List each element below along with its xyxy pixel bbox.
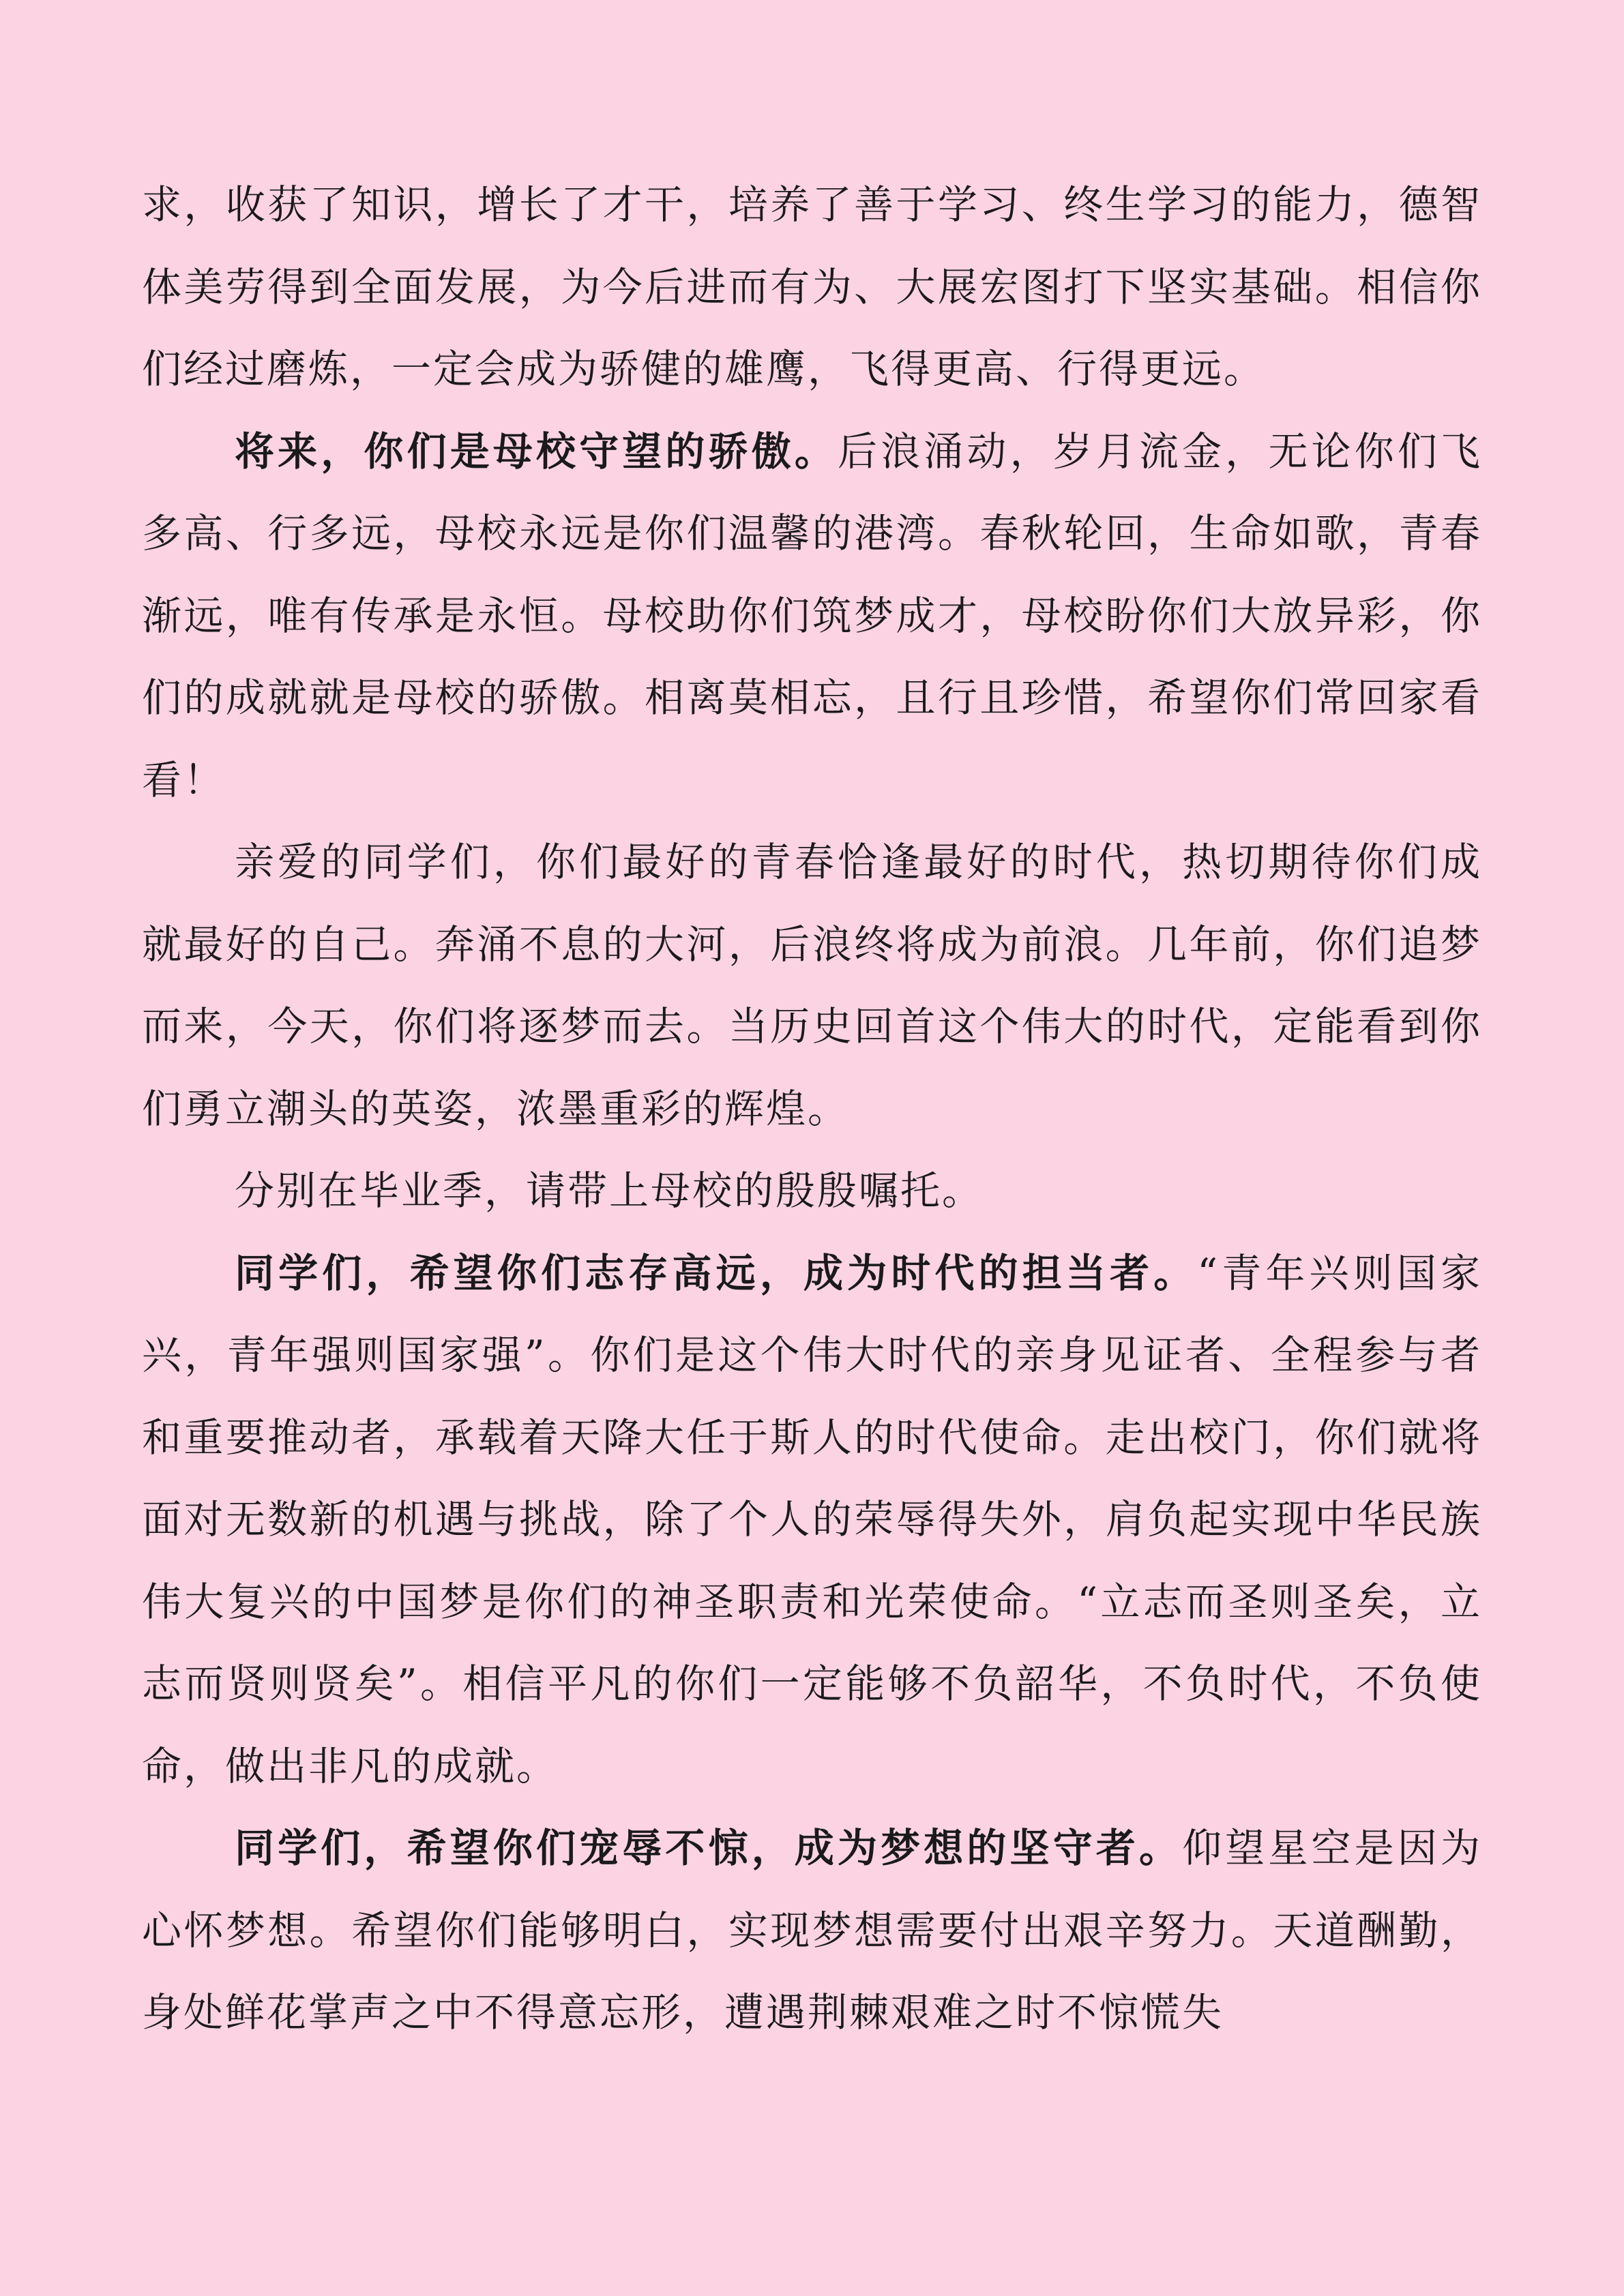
paragraph-5-lead: 同学们，希望你们志存高远，成为时代的担当者。 [235,1249,1198,1296]
paragraph-2-lead: 将来，你们是母校守望的骄傲。 [235,428,838,475]
paragraph-5-text: “青年兴则国家兴，青年强则国家强”。你们是这个伟大时代的亲身见证者、全程参与者和重要推动者，承载着天降大任于斯人的时代使命。走出校门，你们就将面对无数新的机遇与挑战，除了个人的荣辱得失外，肩负起实现中华民族伟大复兴的中国梦是你们的神圣职责和光荣使命。“立志而圣则圣矣，立志而贤则贤矣”。相信平凡的你们一定能够不负韶华，不负时代，不负使命，做出非凡的成就。 [142,1249,1482,1789]
paragraph-2 [142,411,1482,822]
paragraph-2-text: 后浪涌动，岁月流金，无论你们飞多高、行多远，母校永远是你们温馨的港湾。春秋轮回，生命如歌，青春渐远，唯有传承是永恒。母校助你们筑梦成才，母校盼你们大放异彩，你们的成就就是母校的骄傲。相离莫相忘，且行且珍惜，希望你们常回家看看！ [142,428,1482,803]
paragraph-5 [142,1232,1482,1808]
paragraph-3-text: 亲爱的同学们，你们最好的青春恰逢最好的时代，热切期待你们成就最好的自己。奔涌不息的大河，后浪终将成为前浪。几年前，你们追梦而来，今天，你们将逐梦而去。当历史回首这个伟大的时代，定能看到你们勇立潮头的英姿，浓墨重彩的辉煌。 [142,839,1482,1132]
paragraph-6 [142,1807,1482,2054]
paragraph-1 [142,164,1482,411]
paragraph-4 [142,1150,1482,1232]
document-body [142,164,1482,2054]
paragraph-6-lead: 同学们，希望你们宠辱不惊，成为梦想的坚守者。 [235,1825,1183,1871]
paragraph-1-text: 求，收获了知识，增长了才干，培养了善于学习、终生学习的能力，德智体美劳得到全面发展，为今后进而有为、大展宏图打下坚实基础。相信你们经过磨炼，一定会成为骄健的雄鹰，飞得更高、行得更远。 [142,181,1482,392]
paragraph-6-text: 仰望星空是因为心怀梦想。希望你们能够明白，实现梦想需要付出艰辛努力。天道酬勤，身处鲜花掌声之中不得意忘形，遭遇荆棘艰难之时不惊慌失 [142,1825,1482,2036]
paragraph-4-text: 分别在毕业季，请带上母校的殷殷嘱托。 [235,1167,984,1214]
paragraph-3 [142,821,1482,1150]
